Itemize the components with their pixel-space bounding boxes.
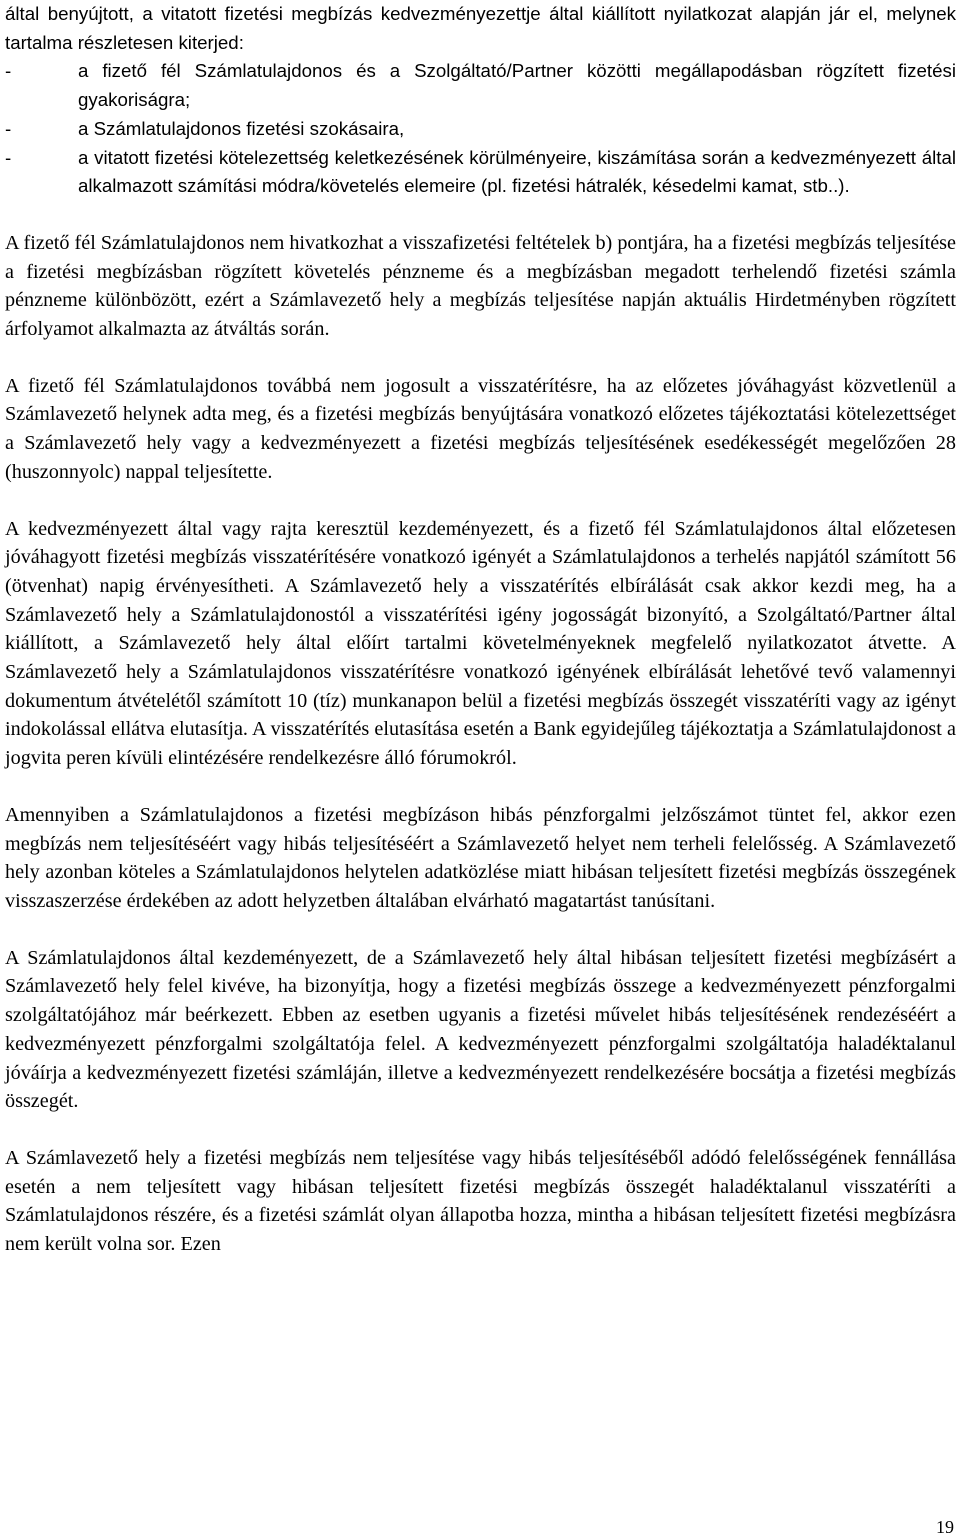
paragraph-gap: [5, 1116, 956, 1144]
bullet-list: [5, 57, 956, 201]
paragraph-liability: A Számlavezető hely a fizetési megbízás nem teljesítése vagy hibás teljesítéséből adódó felelősségének fennállása esetén a nem teljesített vagy hibásan teljesített fizetési megbízás összegét haladéktalanul visszatéríti a Számlatulajdonos részére, és a fizetési számlát olyan állapotba hozza, mintha a hibásan teljesített fizetési megbízásra nem került volna sor. Ezen: [5, 1146, 956, 1256]
page-number: 19: [936, 1517, 954, 1537]
paragraph-wrong-account: Amennyiben a Számlatulajdonos a fizetési megbízáson hibás pénzforgalmi jelzőszámot tüntet fel, akkor ezen megbízás nem teljesítéséért vagy hibás teljesítéséért a Számlavezető helyet nem terheli felelősség. A Számlavezető hely azonban köteles a Számlatulajdonos helytelen adatközlése miatt hibásan teljesített fizetési megbízás összegének visszaszerzése érdekében az adott helyzetben általában elvárható magatartást tanúsítani.: [5, 803, 956, 912]
list-item: [5, 115, 956, 144]
paragraph-gap: [5, 487, 956, 515]
list-item: [5, 144, 956, 201]
paragraph-prior-approval: A fizető fél Számlatulajdonos továbbá nem jogosult a visszatérítésre, ha az előzetes jóváhagyást közvetlenül a Számlavezető helynek adta meg, és a fizetési megbízás benyújtására vonatkozó előzetes tájékoztatási kötelezettséget a Számlavezető hely vagy a kedvezményezett a fizetési megbízás teljesítésének esedékességét megelőzően 28 (huszonnyolc) nappal teljesítette.: [5, 374, 956, 483]
paragraph-gap: [5, 344, 956, 372]
bullet-text: a Számlatulajdonos fizetési szokásaira,: [78, 117, 405, 139]
paragraph-gap: [5, 916, 956, 944]
paragraph-currency: A fizető fél Számlatulajdonos nem hivatkozhat a visszafizetési feltételek b) pontjára, ha a fizetési megbízás teljesítése a fizetési megbízásban rögzített követelés pénzneme és a megbízásban megadott terhelendő fizetési számla pénzneme különbözött, ezért a Számlavezető hely a megbízás teljesítése napján aktuális Hirdetményben rögzített árfolyamot alkalmazta az átváltás során.: [5, 231, 956, 341]
paragraph-faulty-execution: A Számlatulajdonos által kezdeményezett, de a Számlavezető hely által hibásan teljesített fizetési megbízásért a Számlavezető hely felel kivéve, ha bizonyítja, hogy a fizetési megbízás összege a kedvezményezett pénzforgalmi szolgáltatójához már beérkezett. Ebben az esetben ugyanis a fizetési művelet hibás teljesítésének rendezéséért a kedvezményezett pénzforgalmi szolgáltatója felel. A kedvezményezett pénzforgalmi szolgáltatója haladéktalanul jóváírja a kedvezményezett fizetési számláján, illetve a kedvezményezett rendelkezésére bocsátja a fizetési megbízás összegét.: [5, 946, 956, 1113]
bullet-dash: -: [5, 117, 12, 139]
bullet-dash: -: [5, 60, 12, 82]
paragraph-refund-claim: A kedvezményezett által vagy rajta keresztül kezdeményezett, és a fizető fél Számlatulajdonos által előzetesen jóváhagyott fizetési megbízás visszatérítésére vonatkozó igényét a Számlatulajdonos a terhelés napjától számított 56 (ötvenhat) napig érvényesítheti. A Számlavezető hely a visszatérítés elbírálását csak akkor kezdi meg, ha a Számlavezető hely a Számlatulajdonostól a visszatérítési igény jogosságát bizonyító, a Szolgáltató/Partner által kiállított, a Számlavezető hely által előírt tartalmi követelményeknek megfelelő nyilatkozatot átvette. A Számlavezető hely a Számlatulajdonos visszatérítésre vonatkozó igényének elbírálását lehetővé tevő valamennyi dokumentum átvételétől számított 10 (tíz) munkanapon belül a fizetési megbízás összegét visszatéríti vagy az igényt indokolással ellátva elutasítja. A visszatérítés elutasítása esetén a Bank egyidejűleg tájékoztatja a Számlatulajdonost a jogvita peren kívüli elintézésére rendelkezésre álló fórumokról.: [5, 517, 956, 770]
list-item: [5, 57, 956, 114]
document-page: [5, 0, 956, 1259]
bullet-text: a vitatott fizetési kötelezettség keletkezésének körülményeire, kiszámítása során a kedvezményezett által alkalmazott számítási módra/követelés elemeire (pl. fizetési hátralék, késedelmi kamat, stb..).: [78, 146, 956, 197]
intro-paragraph: által benyújtott, a vitatott fizetési megbízás kedvezményezettje által kiállított nyilatkozat alapján jár el, melynek tartalma részletesen kiterjed:: [5, 3, 956, 53]
bullet-text: a fizető fél Számlatulajdonos és a Szolgáltató/Partner közötti megállapodásban rögzített fizetési gyakoriságra;: [78, 60, 956, 111]
paragraph-gap: [5, 773, 956, 801]
paragraph-gap: [5, 201, 956, 229]
bullet-dash: -: [5, 146, 12, 168]
